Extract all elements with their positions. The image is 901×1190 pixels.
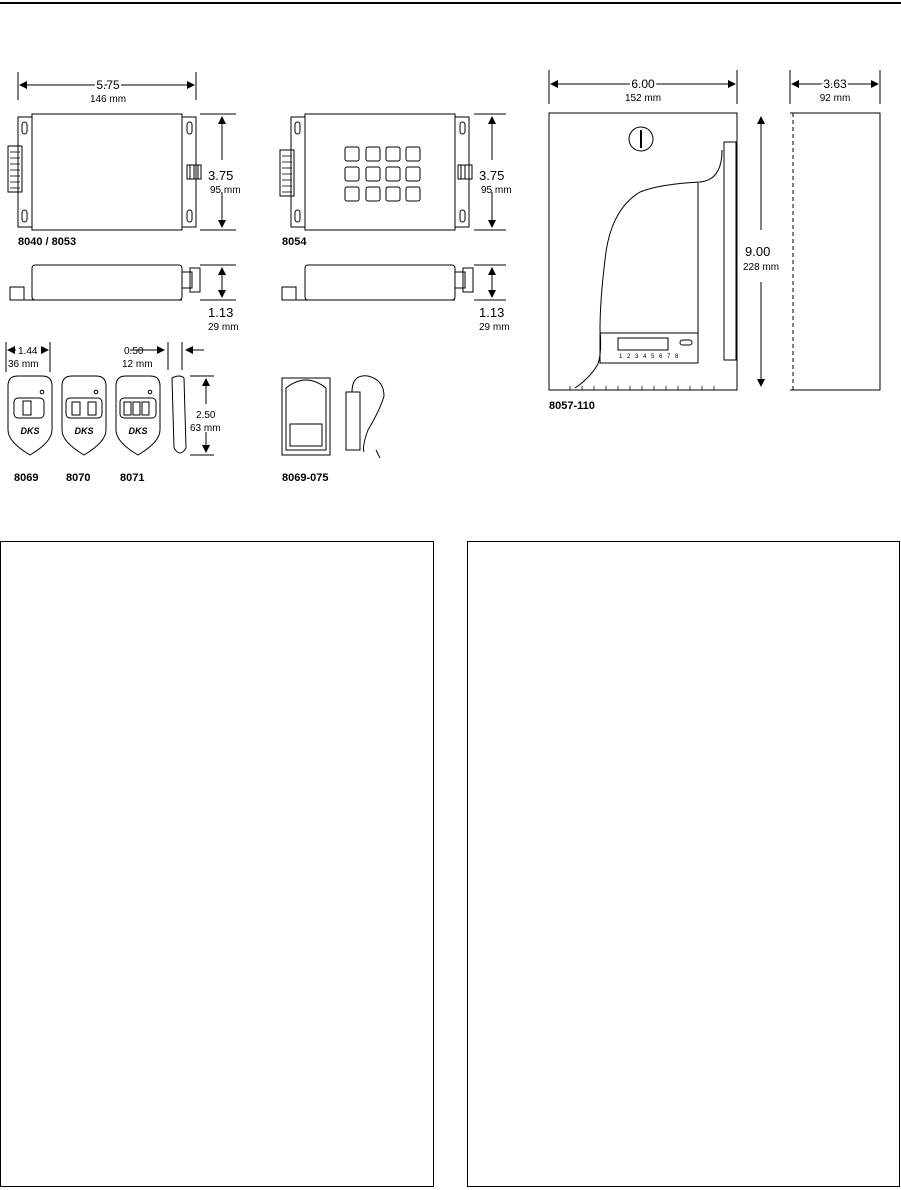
remote-brand-2: DKS bbox=[74, 426, 94, 436]
keypad-depth-mm: 29 mm bbox=[479, 322, 510, 333]
remote-label-2: 8070 bbox=[66, 472, 91, 484]
remote-thickness-in: 0.50 bbox=[124, 346, 144, 357]
keypad-depth-in: 1.13 bbox=[479, 305, 505, 320]
keypad-unit-top-view bbox=[280, 114, 506, 230]
dimension-drawings bbox=[0, 0, 901, 520]
remote-height-mm: 63 mm bbox=[190, 423, 221, 434]
cabinet-height-in: 9.00 bbox=[745, 244, 771, 259]
base-height-mm: 95 mm bbox=[210, 185, 241, 196]
cabinet-width-in: 6.00 bbox=[631, 77, 655, 91]
cabinet-front-view bbox=[549, 70, 761, 390]
cabinet-width-mm: 152 mm bbox=[624, 93, 662, 104]
cabinet-depth-mm: 92 mm bbox=[819, 93, 851, 104]
base-height-in: 3.75 bbox=[208, 168, 234, 183]
left-empty-panel bbox=[0, 541, 434, 1187]
cabinet-depth-in: 3.63 bbox=[823, 77, 847, 91]
keypad-buttons bbox=[345, 147, 420, 201]
keypad-unit-side-view bbox=[282, 265, 506, 300]
remote-brand-1: DKS bbox=[20, 426, 40, 436]
remote-label-3: 8071 bbox=[120, 472, 145, 484]
cabinet-side-view bbox=[790, 70, 880, 390]
base-label: 8040 / 8053 bbox=[18, 236, 77, 248]
keypad-height-mm: 95 mm bbox=[481, 185, 512, 196]
remote-brand-3: DKS bbox=[128, 426, 148, 436]
remote-width-in: 1.44 bbox=[18, 346, 38, 357]
base-depth-in: 1.13 bbox=[208, 305, 234, 320]
cabinet-height-mm: 228 mm bbox=[743, 262, 780, 273]
visor-clip-drawing bbox=[282, 376, 384, 458]
base-width-mm: 146 mm bbox=[89, 94, 127, 105]
remote-thickness-mm: 12 mm bbox=[122, 359, 153, 370]
right-empty-panel bbox=[467, 541, 900, 1187]
keypad-height-in: 3.75 bbox=[479, 168, 505, 183]
remote-height-in: 2.50 bbox=[196, 410, 216, 421]
base-unit-side-view bbox=[10, 265, 236, 300]
remote-width-mm: 36 mm bbox=[8, 359, 39, 370]
cabinet-label: 8057-110 bbox=[549, 400, 595, 412]
visor-clip-label: 8069-075 bbox=[282, 472, 329, 484]
base-width-in: 5.75 bbox=[96, 78, 120, 92]
remote-label-1: 8069 bbox=[14, 472, 39, 484]
base-depth-mm: 29 mm bbox=[208, 322, 239, 333]
cabinet-terminal-numbers: 1 2 3 4 5 6 7 8 bbox=[619, 354, 680, 360]
keypad-label: 8054 bbox=[282, 236, 307, 248]
